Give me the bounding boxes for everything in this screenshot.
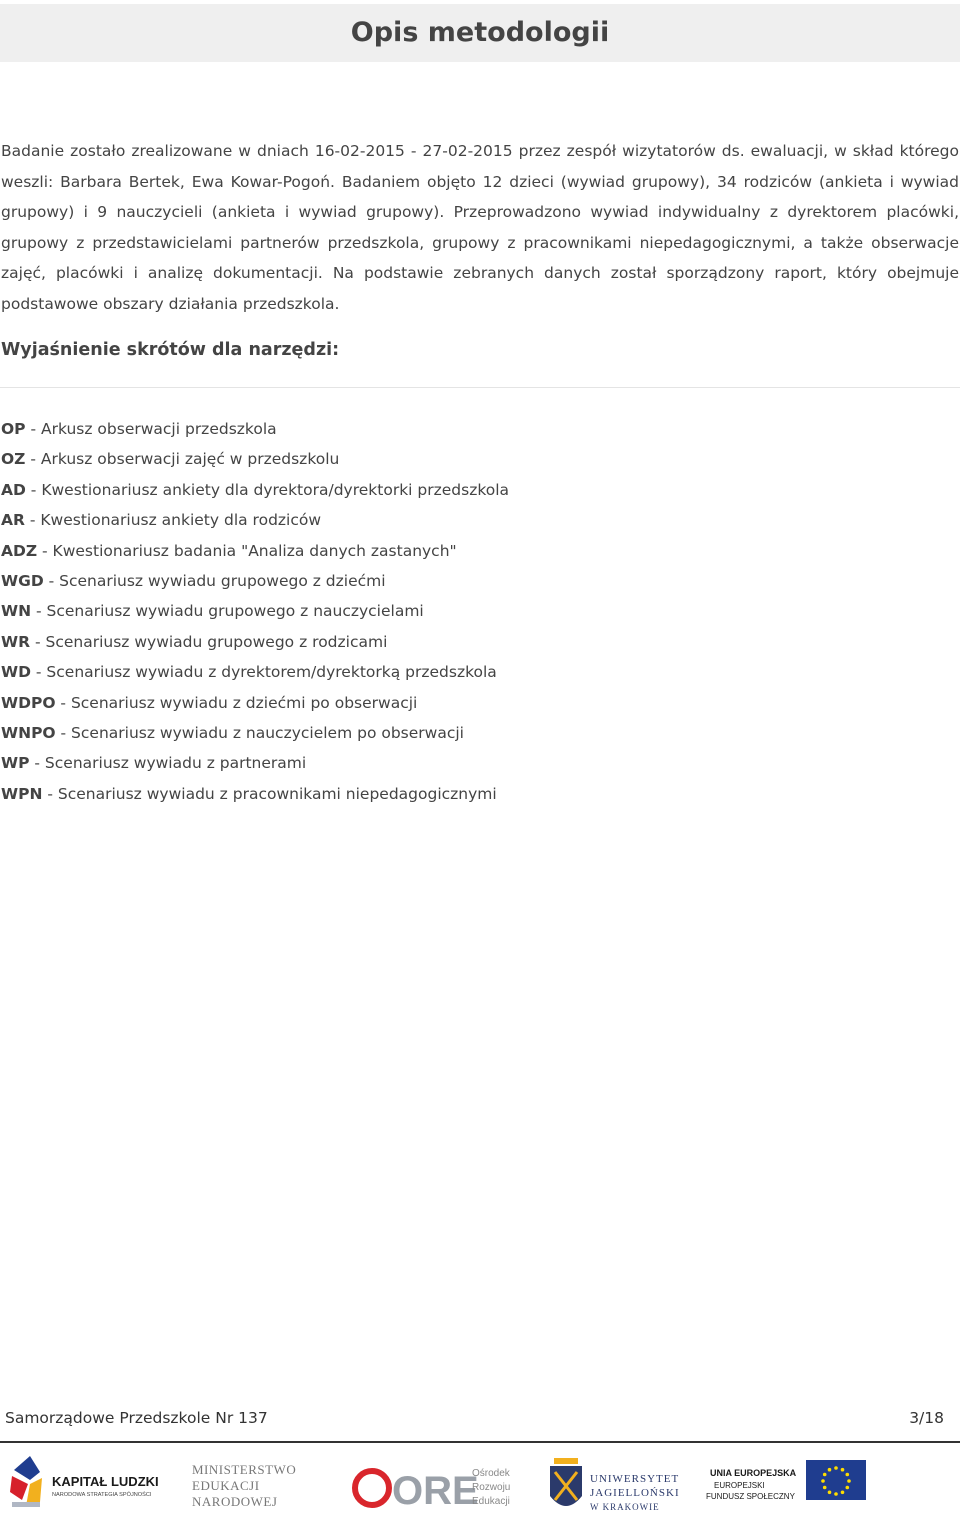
abbreviation-description: - Kwestionariusz ankiety dla dyrektora/dyrektorki przedszkola [25,480,510,499]
eu-logo [706,1460,866,1501]
abbreviation-description: - Scenariusz wywiadu grupowego z dziećmi [43,572,386,591]
abbreviation-description: - Scenariusz wywiadu grupowego z rodzicami [30,632,388,651]
list-item [1,688,509,718]
abbreviation-description: - Kwestionariusz ankiety dla rodziców [24,511,322,530]
logo-strip [0,1452,960,1528]
abbreviation-description: - Scenariusz wywiadu z nauczycielem po obserwacji [55,724,464,743]
men-line-2: EDUKACJI [192,1478,260,1493]
kapital-ludzki-title: KAPITAŁ LUDZKI [52,1474,159,1489]
list-item [1,718,509,748]
abbreviation-code: ADZ [1,541,38,560]
ore-ring-icon [355,1471,389,1505]
footer-institution: Samorządowe Przedszkole Nr 137 [5,1409,268,1427]
uj-line-2: JAGIELLOŃSKI [590,1487,680,1499]
eu-flag-icon [806,1460,866,1500]
abbreviations-heading: Wyjaśnienie skrótów dla narzędzi: [1,340,340,360]
list-item [1,505,509,535]
ore-line-2: Rozwoju [472,1482,511,1493]
footer-page-number: 3/18 [909,1409,944,1427]
footer-divider [0,1441,960,1443]
abbreviation-code: WGD [1,572,44,591]
kapital-ludzki-logo [10,1456,159,1507]
list-item [1,414,509,444]
kapital-ludzki-subtitle: NARODOWA STRATEGIA SPÓJNOŚCI [52,1492,152,1498]
ore-line-1: Ośrodek [472,1468,510,1479]
section-divider [0,387,960,388]
list-item [1,596,509,626]
abbreviations-list [1,414,509,809]
kapital-ludzki-emblem-icon [10,1456,42,1507]
eu-line-2: EUROPEJSKI [714,1481,765,1490]
abbreviation-description: - Scenariusz wywiadu grupowego z nauczycielami [31,602,424,621]
list-item [1,444,509,474]
list-item [1,627,509,657]
abbreviation-code: WD [1,663,31,682]
uj-line-1: UNIWERSYTET [590,1473,680,1485]
intro-paragraph: Badanie zostało zrealizowane w dniach 16-02-2015 - 27-02-2015 przez zespół wizytatorów ds. ewaluacji, w skład którego weszli: Barbara Bertek, Ewa Kowar-Pogoń. Badaniem objęto 12 dzieci (wywiad grupowy), 34 rodziców (ankieta i wywiad grupowy) i 9 nauczycieli (ankieta i wywiad grupowy). Przeprowadzono wywiad indywidualny z dyrektorem placówki, grupowy z przedstawicielami partnerów przedszkola, grupowy z pracownikami niepedagogicznymi, a także obserwacje zajęć, placówki i analizę dokumentacji. Na podstawie zebranych danych został sporządzony raport, który obejmuje podstawowe obszary działania przedszkola. [1,142,959,313]
uj-crest-icon [550,1458,582,1506]
abbreviation-description: - Scenariusz wywiadu z pracownikami niepedagogicznymi [42,784,497,803]
abbreviation-code: AR [1,511,25,530]
abbreviation-description: - Arkusz obserwacji przedszkola [25,420,277,438]
eu-line-1: UNIA EUROPEJSKA [710,1468,797,1478]
list-item [1,475,509,505]
uj-line-3: W KRAKOWIE [590,1502,660,1512]
abbreviation-code: WP [1,754,30,773]
list-item [1,566,509,596]
abbreviation-description: - Scenariusz wywiadu z partnerami [29,754,307,773]
abbreviation-description: - Scenariusz wywiadu z dyrektorem/dyrektorką przedszkola [30,663,497,682]
list-item [1,536,509,566]
abbreviation-code: WPN [1,784,43,803]
men-line-3: NARODOWEJ [192,1494,278,1509]
ore-line-3: Edukacji [472,1496,510,1507]
abbreviation-code: AD [1,480,26,499]
title-band [0,4,960,62]
abbreviation-code: OP [1,420,26,438]
abbreviation-description: - Scenariusz wywiadu z dziećmi po obserwacji [55,693,418,712]
list-item [1,657,509,687]
list-item [1,779,509,809]
abbreviation-description: - Arkusz obserwacji zajęć w przedszkolu [25,450,340,469]
ore-mark: ORE [392,1469,479,1513]
abbreviation-code: OZ [1,450,26,469]
abbreviation-description: - Kwestionariusz badania "Analiza danych zastanych" [37,541,457,560]
uj-logo [550,1458,680,1512]
men-logo [192,1462,296,1509]
page-title: Opis metodologii [350,17,610,48]
eu-line-3: FUNDUSZ SPOŁECZNY [706,1492,795,1501]
abbreviation-code: WDPO [1,693,56,712]
ore-logo [355,1468,511,1513]
abbreviation-code: WN [1,602,32,621]
men-line-1: MINISTERSTWO [192,1462,297,1477]
list-item [1,748,509,778]
abbreviation-code: WR [1,632,31,651]
abbreviation-code: WNPO [1,724,56,743]
